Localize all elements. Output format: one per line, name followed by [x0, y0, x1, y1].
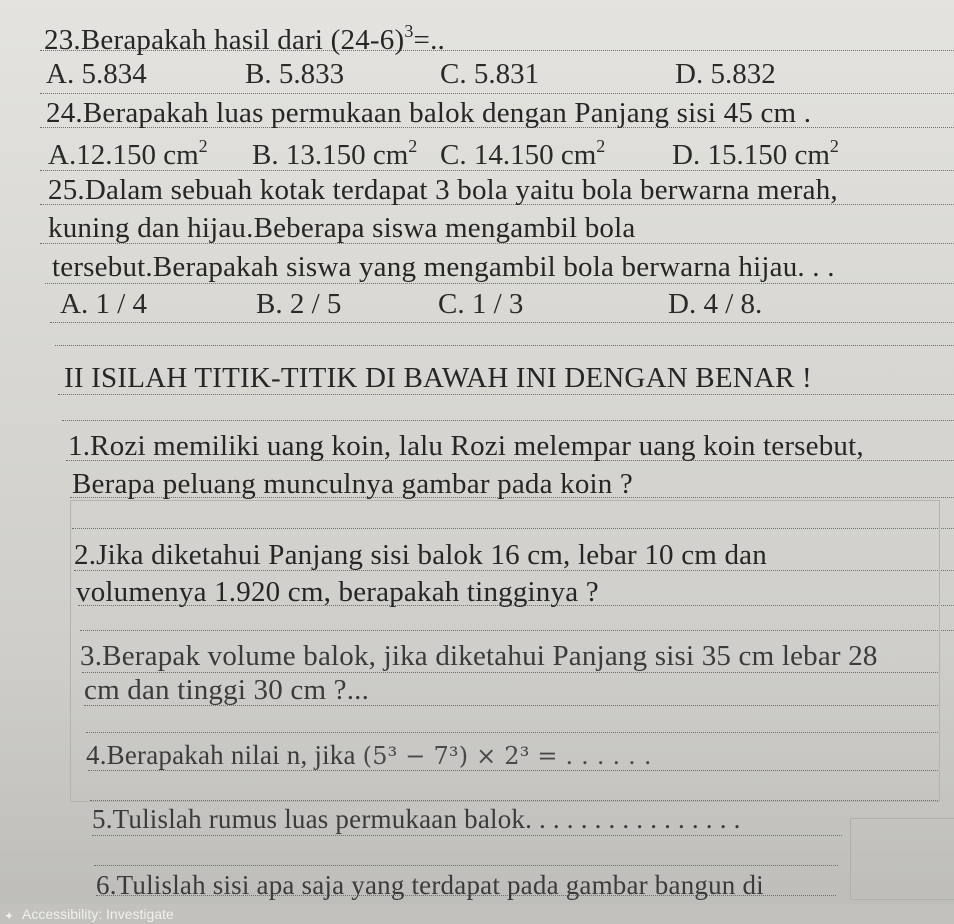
essay-3-line-2: cm dan tinggi 30 cm ?...: [84, 674, 370, 706]
status-bar: [0, 904, 954, 924]
essay-6-text: 6.Tulislah sisi apa saja yang terdapat pada gambar bangun di: [96, 870, 764, 900]
question-24-text: 24.Berapakah luas permukaan balok dengan Panjang sisi 45 cm .: [46, 97, 812, 129]
q23-option-a: A. 5.834: [46, 58, 147, 90]
essay-4-text: 4.Berapakah nilai n, jika: [86, 740, 356, 770]
q24-option-a-exponent: 2: [198, 136, 208, 156]
expression-base: (24-6): [330, 24, 405, 56]
q24-option-a-label: A.12.150 cm: [48, 139, 199, 171]
question-23-text: 23.Berapakah hasil dari: [44, 24, 324, 56]
essay-2-line-2: volumenya 1.920 cm, berapakah tingginya ?: [76, 576, 599, 608]
q25-option-b: B. 2 / 5: [256, 288, 342, 320]
q23-option-b: B. 5.833: [245, 58, 345, 90]
q25-option-c: C. 1 / 3: [438, 288, 524, 320]
q24-option-c-exponent: 2: [596, 136, 606, 156]
essay-4-expression: (5³ − 7³) × 2³ = . . . . . .: [362, 742, 652, 770]
q24-option-c: [440, 137, 605, 170]
ruled-line: [55, 345, 954, 346]
q24-option-b: [252, 137, 417, 170]
q24-option-b-exponent: 2: [408, 136, 418, 156]
figure-box: [850, 818, 954, 900]
essay-3-line-1: 3.Berapak volume balok, jika diketahui Panjang sisi 35 cm lebar 28: [80, 640, 878, 672]
ruled-line: [45, 283, 954, 284]
question-25-line-2: kuning dan hijau.Beberapa siswa mengambil bola: [48, 212, 636, 244]
q23-option-d: D. 5.832: [675, 58, 776, 90]
essay-1-line-1: 1.Rozi memiliki uang koin, lalu Rozi melempar uang koin tersebut,: [68, 430, 864, 462]
ruled-line: [40, 93, 954, 94]
q24-option-c-label: C. 14.150 cm: [440, 139, 597, 171]
q24-option-d: [672, 137, 839, 170]
ruled-line: [94, 865, 838, 866]
accessibility-icon[interactable]: ✦: [4, 909, 15, 923]
ruled-line: [62, 420, 954, 421]
question-23-expression: [330, 21, 445, 56]
essay-4: [86, 742, 652, 769]
q24-option-a: [48, 137, 208, 170]
ruled-line: [92, 835, 842, 836]
essay-1-line-2: Berapa peluang munculnya gambar pada koin ?: [72, 468, 634, 500]
q24-option-b-label: B. 13.150 cm: [252, 139, 409, 171]
q23-option-c: C. 5.831: [440, 58, 540, 90]
section-2-title: II ISILAH TITIK-TITIK DI BAWAH INI DENGAN BENAR !: [64, 362, 812, 394]
expression-exponent: 3: [404, 21, 414, 41]
ruled-line: [50, 322, 954, 323]
essay-5-text: 5.Tulislah rumus luas permukaan balok. . . . . . . . . . . . . . . .: [92, 804, 741, 834]
essay-2-line-1: 2.Jika diketahui Panjang sisi balok 16 cm, lebar 10 cm dan: [74, 539, 767, 571]
q24-option-d-label: D. 15.150 cm: [672, 139, 830, 171]
ruled-line: [58, 394, 954, 395]
accessibility-status-text[interactable]: Accessibility: Investigate: [22, 906, 174, 922]
expression-tail: =..: [413, 24, 445, 56]
question-23: [44, 22, 445, 55]
question-25-line-1: 25.Dalam sebuah kotak terdapat 3 bola yaitu bola berwarna merah,: [48, 174, 838, 206]
q25-option-d: D. 4 / 8.: [668, 288, 763, 320]
q25-option-a: A. 1 / 4: [60, 288, 147, 320]
question-25-line-3: tersebut.Berapakah siswa yang mengambil bola berwarna hijau. . .: [52, 251, 835, 283]
q24-option-d-exponent: 2: [829, 136, 839, 156]
